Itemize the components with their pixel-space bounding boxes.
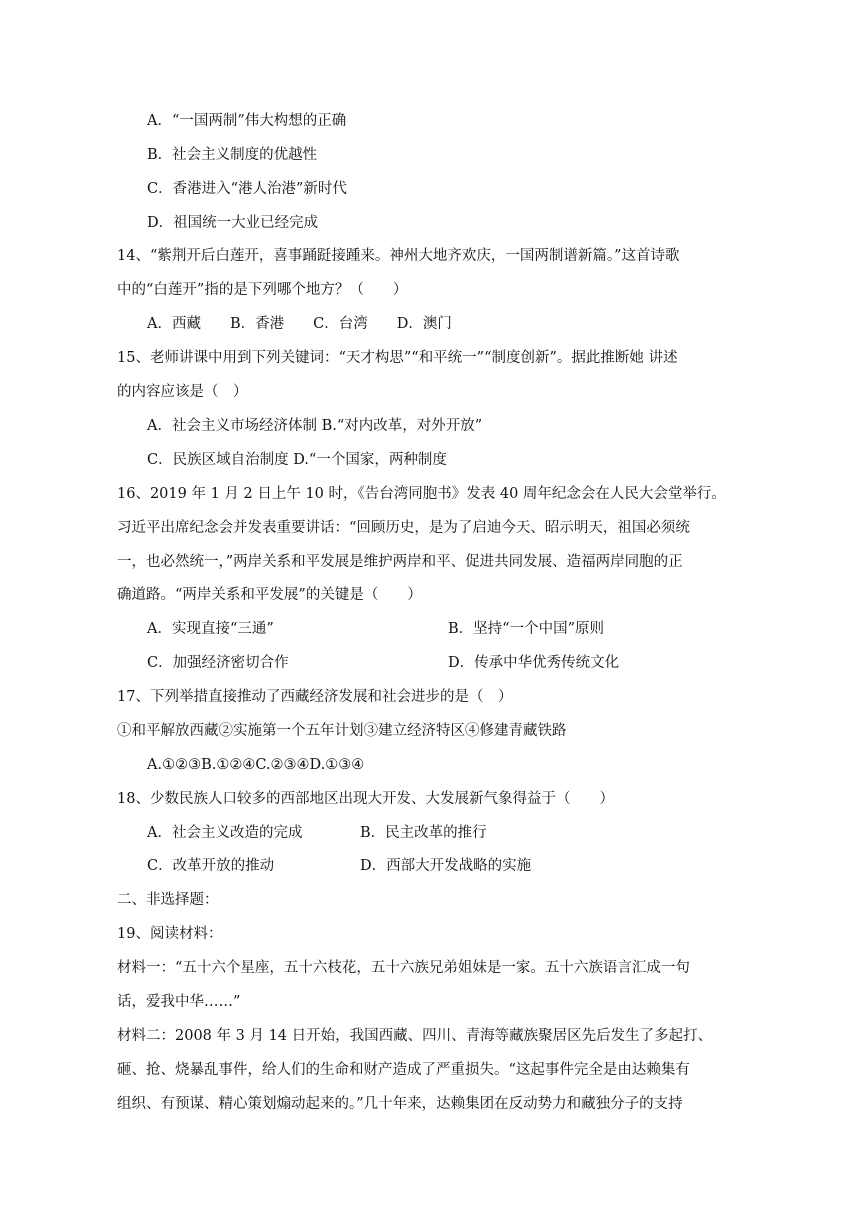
q19-material-2-line-2: 砸、抢、烧暴乱事件，给人们的生命和财产造成了严重损失。“这起事件完全是由达赖集有 [117, 1062, 690, 1078]
q17-items: ①和平解放西藏②实施第一个五年计划③建立经济特区④修建青藏铁路 [117, 723, 567, 739]
q16-option-c: C．加强经济密切合作 [147, 655, 289, 671]
q15-options-ab: A．社会主义市场经济体制 B.“对内改革，对外开放” [147, 418, 483, 434]
q14-options: A．西藏 B．香港 C．台湾 D．澳门 [147, 316, 452, 332]
q14-stem-line-1: 14、“紫荆开后白莲开，喜事踊跹接踵来。神州大地齐欢庆，一国两制谱新篇。”这首诗歌 [117, 248, 680, 264]
q18-option-b: B．民主改革的推行 [360, 825, 487, 841]
q18-option-c: C．改革开放的推动 [147, 858, 275, 874]
q17-stem: 17、下列举措直接推动了西藏经济发展和社会进步的是（ ） [117, 689, 513, 705]
q19-material-2-line-1: 材料二：2008 年 3 月 14 日开始，我国西藏、四川、青海等藏族聚居区先后发生了多起打、 [117, 1028, 713, 1044]
q18-option-a: A．社会主义改造的完成 [147, 825, 303, 841]
q15-stem-line-2: 的内容应该是（ ） [117, 384, 248, 400]
section-heading: 二、非选择题： [117, 892, 219, 908]
q13-option-c: C．香港进入“港人治港”新时代 [147, 181, 347, 197]
q19-material-1-line-2: 话，爱我中华……” [117, 994, 241, 1010]
q13-option-b: B．社会主义制度的优越性 [147, 147, 318, 163]
q19-material-1-line-1: 材料一：“五十六个星座，五十六枝花，五十六族兄弟姐妹是一家。五十六族语言汇成一句 [117, 960, 690, 976]
q16-option-b: B．坚持“一个中国”原则 [448, 621, 604, 637]
q13-option-d: D．祖国统一大业已经完成 [147, 215, 319, 231]
q18-option-d: D．西部大开发战略的实施 [360, 858, 532, 874]
q17-options: A.①②③B.①②④C.②③④D.①③④ [147, 757, 365, 773]
q18-stem: 18、少数民族人口较多的西部地区出现大开发、大发展新气象得益于（ ） [117, 791, 614, 807]
q16-option-d: D．传承中华优秀传统文化 [448, 655, 620, 671]
q16-stem-line-4: 确道路。“两岸关系和平发展”的关键是（ ） [117, 587, 422, 603]
q19-material-2-line-3: 组织、有预谋、精心策划煽动起来的。”几十年来，达赖集团在反动势力和藏独分子的支持 [117, 1096, 683, 1112]
q16-stem-line-1: 16、2019 年 1 月 2 日上午 10 时，《告台湾同胞书》发表 40 周年纪念会在人民大会堂举行。 [117, 486, 726, 502]
q16-stem-line-3: 一，也必然统一，”两岸关系和平发展是维护两岸和平、促进共同发展、造福两岸同胞的正 [117, 554, 683, 570]
q15-stem-line-1: 15、老师讲课中用到下列关键词：“天才构思”“和平统一”“制度创新”。据此推断她 讲述 [117, 350, 678, 366]
q16-stem-line-2: 习近平出席纪念会并发表重要讲话：“回顾历史，是为了启迪今天、昭示明天，祖国必须统 [117, 520, 690, 536]
q19-stem: 19、阅读材料： [117, 926, 223, 942]
q15-options-cd: C．民族区域自治制度 D.“一个国家，两种制度 [147, 452, 447, 468]
q14-stem-line-2: 中的“白莲开”指的是下列哪个地方？（ ） [117, 282, 408, 298]
q13-option-a: A．“一国两制”伟大构想的正确 [147, 113, 347, 129]
q16-option-a: A．实现直接“三通” [147, 621, 274, 637]
